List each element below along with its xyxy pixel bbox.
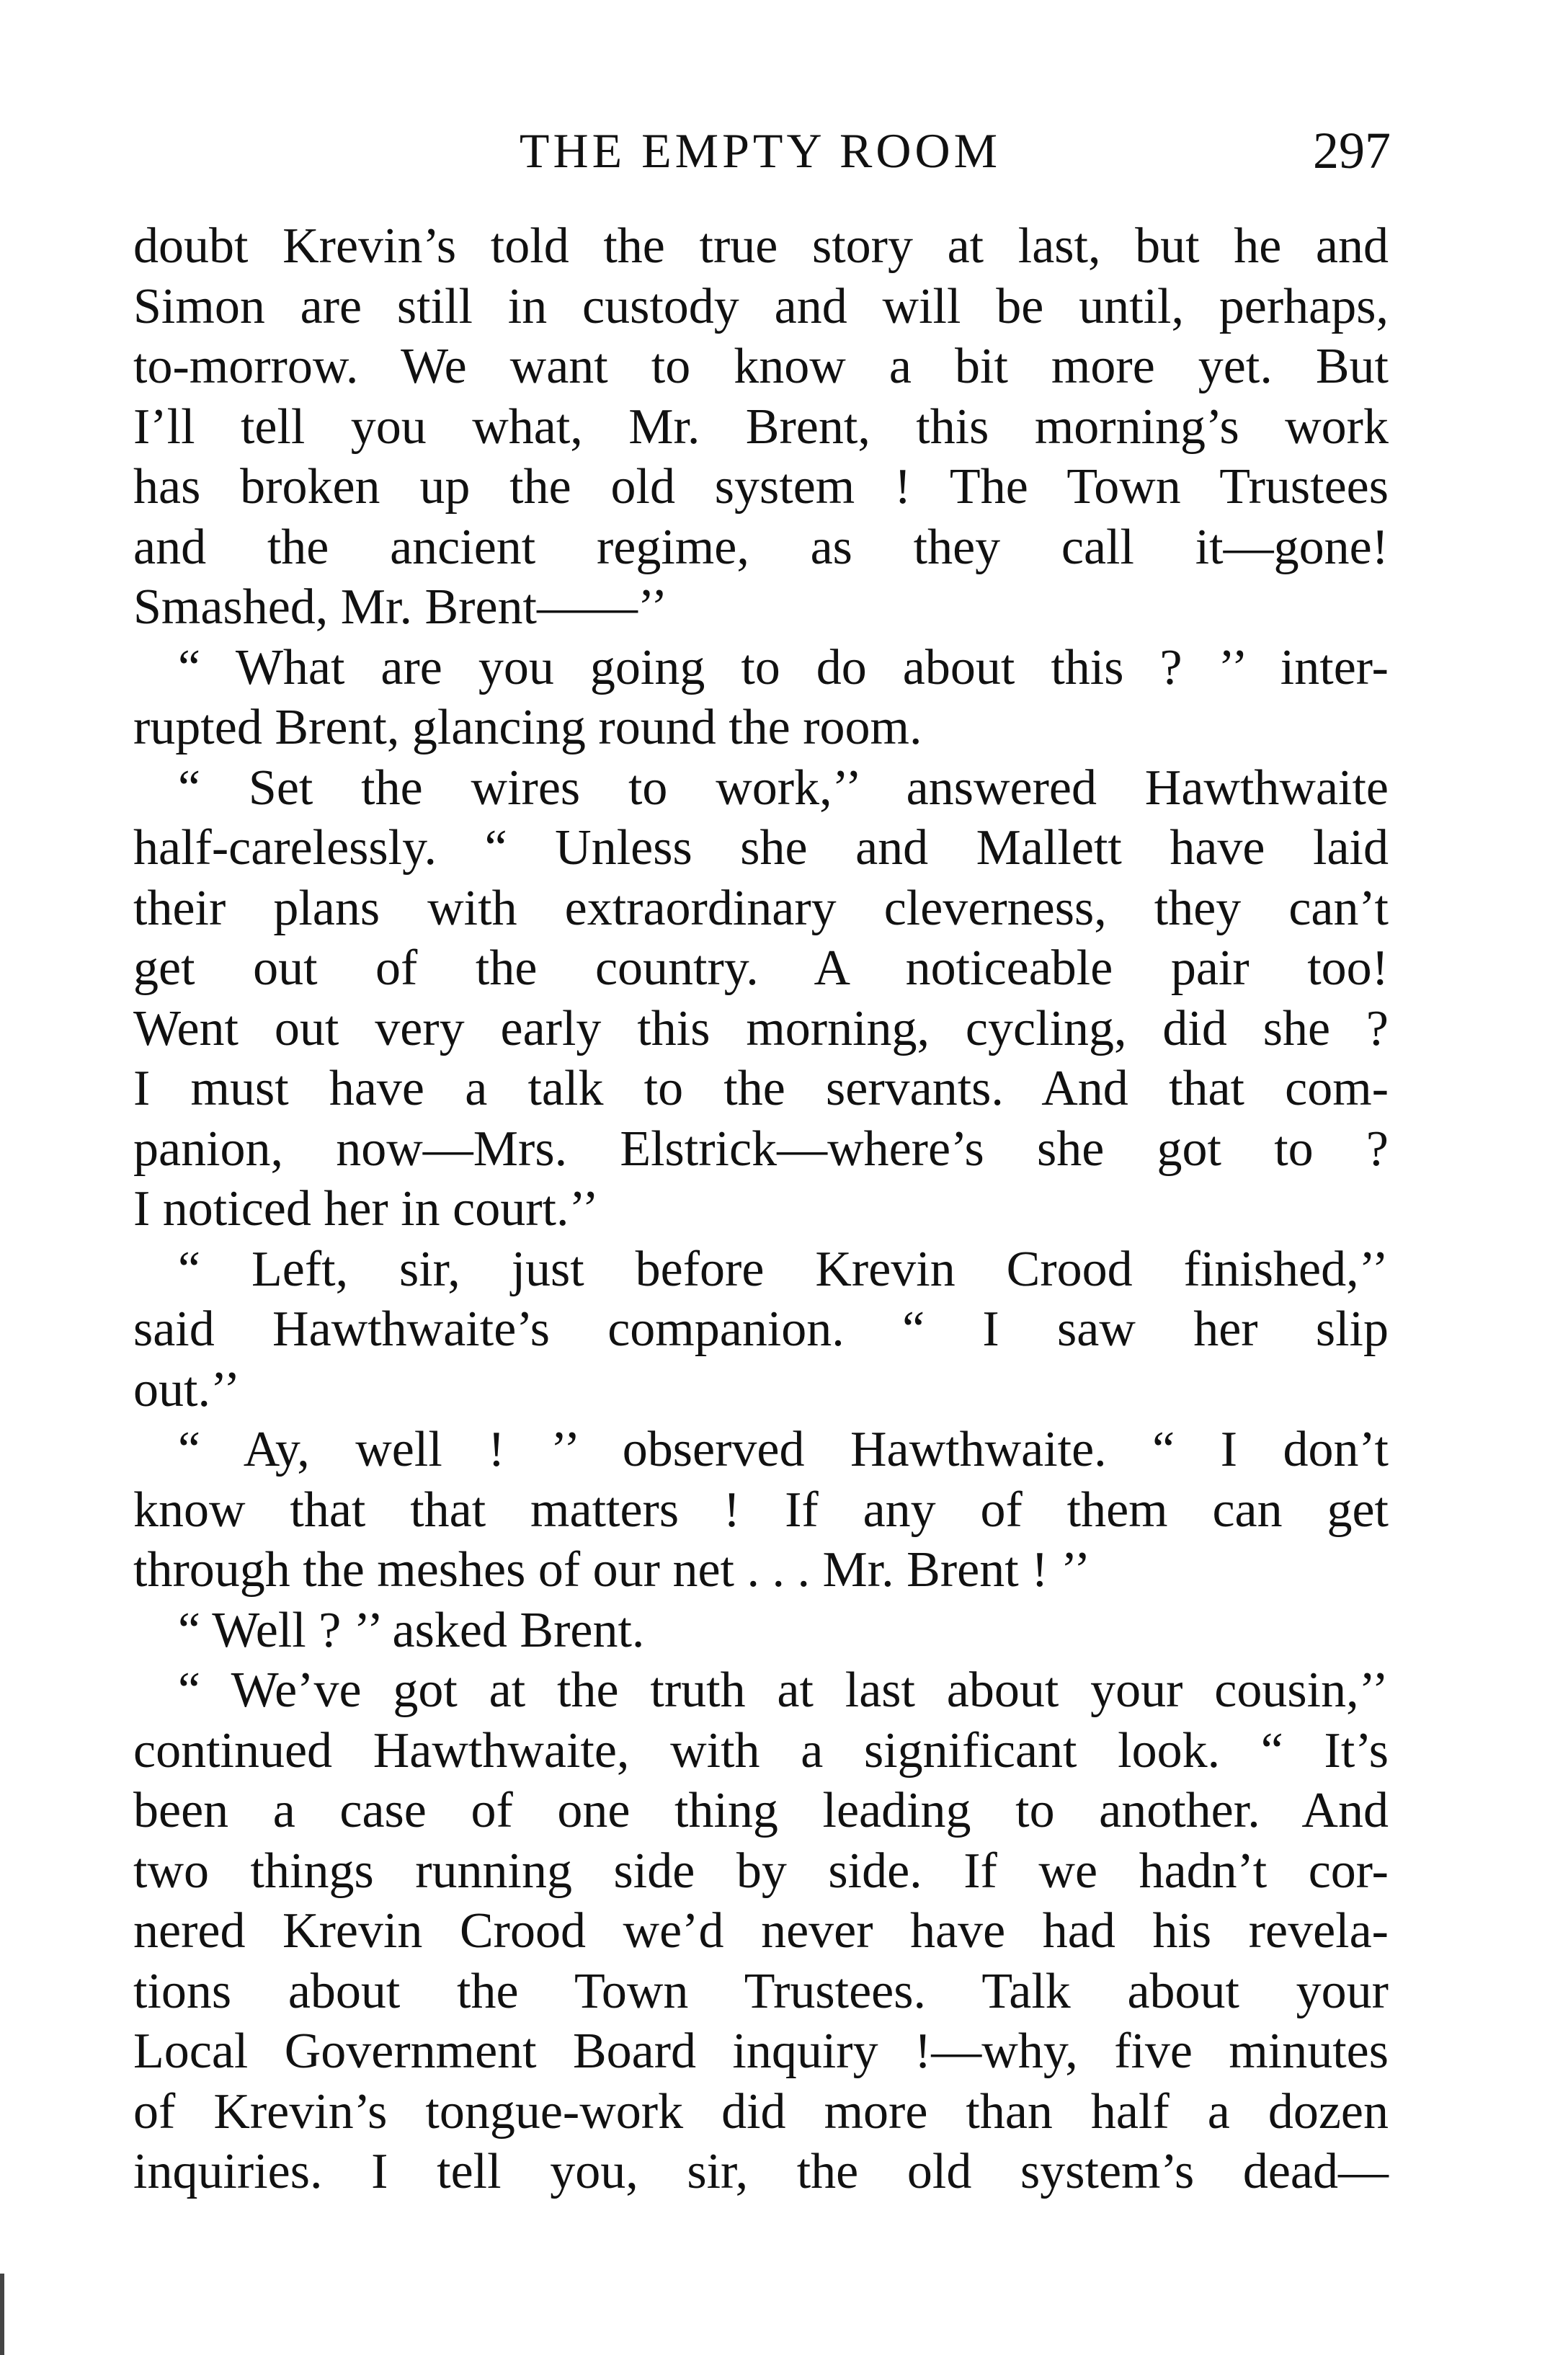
body-text	[133, 216, 1389, 2202]
text-line: of Krevin’s tongue-work did more than half a dozen	[133, 2083, 1389, 2140]
text-line: continued Hawthwaite, with a significant look. “ It’s	[133, 1722, 1389, 1779]
page-number: 297	[1313, 122, 1391, 179]
text-line: tions about the Town Trustees. Talk about your	[133, 1963, 1389, 2019]
text-line: Smashed, Mr. Brent——’’	[133, 579, 668, 635]
text-line: their plans with extraordinary cleverness, they can’t	[133, 880, 1389, 936]
text-line: to-morrow. We want to know a bit more yet. But	[133, 339, 1389, 394]
text-line: Simon are still in custody and will be until, perhaps,	[133, 278, 1389, 334]
text-line: said Hawthwaite’s companion. “ I saw her slip	[133, 1301, 1389, 1357]
text-line: I noticed her in court.’’	[133, 1181, 599, 1237]
text-line: I must have a talk to the servants. And that com-	[133, 1061, 1389, 1116]
text-line: been a case of one thing leading to another. And	[133, 1783, 1389, 1838]
text-line: know that that matters ! If any of them can get	[133, 1482, 1389, 1538]
text-line: “ Well ? ’’ asked Brent.	[178, 1602, 645, 1658]
text-line: I’ll tell you what, Mr. Brent, this morning’s work	[133, 399, 1389, 455]
text-line: get out of the country. A noticeable pair too!	[133, 940, 1389, 996]
text-line: doubt Krevin’s told the true story at last, but he and	[133, 218, 1389, 274]
text-line: rupted Brent, glancing round the room.	[133, 700, 922, 755]
text-line: “ Set the wires to work,’’ answered Hawthwaite	[178, 760, 1389, 816]
running-title: THE EMPTY ROOM	[519, 123, 1002, 178]
text-line: has broken up the old system ! The Town Trustees	[133, 459, 1389, 515]
text-line: “ Ay, well ! ’’ observed Hawthwaite. “ I don’t	[178, 1422, 1389, 1477]
text-line: “ What are you going to do about this ? ’’ inter-	[178, 639, 1389, 695]
text-line: Went out very early this morning, cycling, did she ?	[133, 1000, 1389, 1056]
text-line: “ Left, sir, just before Krevin Crood finished,’’	[178, 1241, 1389, 1297]
page-edge-mark	[0, 2274, 4, 2355]
text-line: half-carelessly. “ Unless she and Mallett have laid	[133, 820, 1389, 876]
text-line: out.’’	[133, 1361, 241, 1417]
text-line: “ We’ve got at the truth at last about your cousin,’’	[178, 1662, 1389, 1718]
text-line: and the ancient regime, as they call it—gone!	[133, 519, 1389, 575]
text-line: nered Krevin Crood we’d never have had his revela-	[133, 1903, 1389, 1959]
text-line: inquiries. I tell you, sir, the old system’s dead—	[133, 2144, 1389, 2199]
running-head	[130, 108, 1391, 187]
text-line: through the meshes of our net . . . Mr. Brent ! ’’	[133, 1542, 1091, 1598]
text-line: panion, now—Mrs. Elstrick—where’s she got to ?	[133, 1121, 1389, 1177]
text-line: two things running side by side. If we hadn’t cor-	[133, 1843, 1389, 1899]
text-line: Local Government Board inquiry !—why, five minutes	[133, 2024, 1389, 2079]
